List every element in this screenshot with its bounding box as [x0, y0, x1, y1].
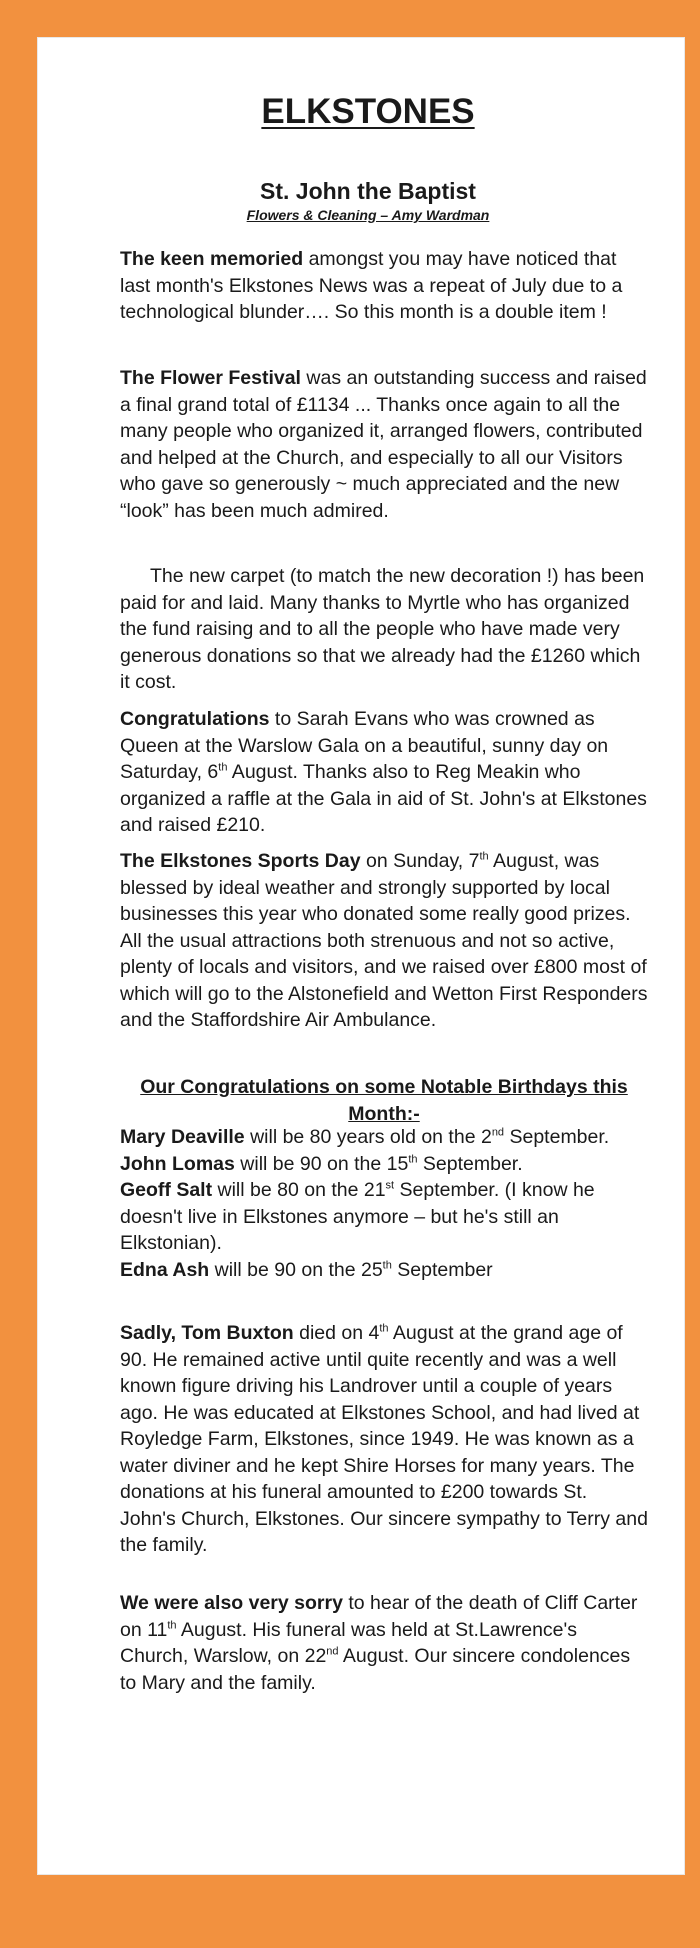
lead-tom-buxton: Sadly, Tom Buxton: [120, 1322, 294, 1344]
paragraph-sports-day: [120, 848, 648, 1034]
paragraph-congratulations: [120, 706, 648, 839]
ordinal-suffix: th: [382, 1259, 392, 1271]
paragraph-flower-festival: [120, 365, 648, 524]
birthday-item: [120, 1259, 493, 1281]
birthday-text: will be 90 on the 25: [209, 1258, 383, 1281]
birthday-text: September. (I know he doesn't live in Elkstones anymore – but he's still an Elkstonian).: [120, 1179, 595, 1254]
lead-sports-day: The Elkstones Sports Day: [120, 850, 361, 872]
lead-congratulations: Congratulations: [120, 708, 270, 730]
paragraph-cliff-carter: [120, 1590, 648, 1696]
text-tom-buxton-a: died on 4: [293, 1322, 380, 1344]
text-flower-festival: was an outstanding success and raised a final grand total of £1134 ... Thanks once again to all the many people who organized it, arranged flowers, contributed and helped at the Church, and especially to all our Visitors who gave so generously ~ much appreciated and the new “look” has been much admired.: [120, 367, 647, 522]
church-name: St. John the Baptist: [260, 178, 476, 204]
birthday-list: [120, 1124, 648, 1283]
text-tom-buxton-b: August at the grand age of 90. He remained active until quite recently and was a well known figure driving his Landrover until a couple of years ago. He was educated at Elkstones School, and had lived at Royledge Farm, Elkstones, since 1949. He was known as a water diviner and he kept Shire Horses for many years. The donations at his funeral amounted to £200 towards St. John's Church, Elkstones. Our sincere sympathy to Terry and the family.: [120, 1322, 648, 1556]
birthday-text: will be 80 on the 21: [212, 1179, 386, 1201]
paragraph-keen-memoried: [120, 246, 648, 326]
text-sports-day-a: on Sunday, 7: [360, 850, 480, 872]
birthday-item: [120, 1126, 609, 1148]
paragraph-new-carpet: [120, 563, 648, 696]
birthdays-heading: Our Congratulations on some Notable Birthdays this Month:-: [140, 1076, 628, 1125]
text-cliff-carter-b: August. His funeral was held at St.Lawrence's Church, Warslow, on 22: [120, 1618, 577, 1667]
birthday-text: September: [391, 1258, 493, 1281]
page-title: ELKSTONES: [261, 92, 475, 131]
text-congratulations-a: to Sarah Evans who was crowned as Queen at the Warslow Gala on a beautiful, sunny day on Saturday, 6: [120, 708, 609, 783]
ordinal-suffix: nd: [491, 1126, 505, 1139]
ordinal-suffix: nd: [326, 1645, 339, 1658]
birthday-item: [120, 1179, 595, 1254]
paragraph-tom-buxton: [120, 1320, 648, 1559]
birthday-name: John Lomas: [120, 1152, 235, 1175]
ordinal-suffix: th: [167, 1619, 177, 1631]
birthday-text: will be 80 years old on the 2: [244, 1126, 492, 1148]
birthday-name: Mary Deaville: [120, 1126, 245, 1148]
birthday-text: September.: [504, 1126, 610, 1148]
lead-cliff-carter: We were also very sorry: [120, 1592, 343, 1614]
lead-keen-memoried: The keen memoried: [120, 248, 304, 270]
birthday-name: Edna Ash: [120, 1258, 210, 1281]
ordinal-suffix: th: [218, 761, 228, 774]
birthday-text: will be 90 on the 15: [234, 1152, 409, 1175]
byline: Flowers & Cleaning – Amy Wardman: [246, 207, 490, 223]
text-cliff-carter-c: August. Our sincere condolences to Mary and the family.: [120, 1645, 631, 1694]
text-cliff-carter-a: to hear of the death of Cliff Carter on 11: [120, 1592, 638, 1641]
birthday-text: September.: [417, 1152, 523, 1175]
ordinal-suffix: st: [385, 1179, 395, 1192]
text-keen-memoried: amongst you may have noticed that last month's Elkstones News was a repeat of July due to a technological blunder…. So this month is a double item !: [120, 248, 623, 323]
text-sports-day-b: August, was blessed by ideal weather and strongly supported by local businesses this year who donated some really good prizes. All the usual attractions both strenuous and not so active, plenty of locals and visitors, and we raised over £800 most of which will go to the Alstonefield and Wetton First Responders and the Staffordshire Air Ambulance.: [120, 850, 648, 1031]
ordinal-suffix: th: [479, 850, 489, 863]
text-congratulations-b: August. Thanks also to Reg Meakin who organized a raffle at the Gala in aid of St. John's at Elkstones and raised £210.: [120, 761, 647, 836]
birthday-name: Geoff Salt: [120, 1179, 213, 1201]
ordinal-suffix: th: [379, 1322, 389, 1335]
ordinal-suffix: th: [408, 1153, 418, 1165]
text-new-carpet: The new carpet (to match the new decoration !) has been paid for and laid. Many thanks to Myrtle who has organized the fund raising and to all the people who have made very generous donations so that we already had the £1260 which it cost.: [120, 565, 645, 693]
birthday-item: [120, 1153, 523, 1175]
lead-flower-festival: The Flower Festival: [120, 367, 301, 389]
